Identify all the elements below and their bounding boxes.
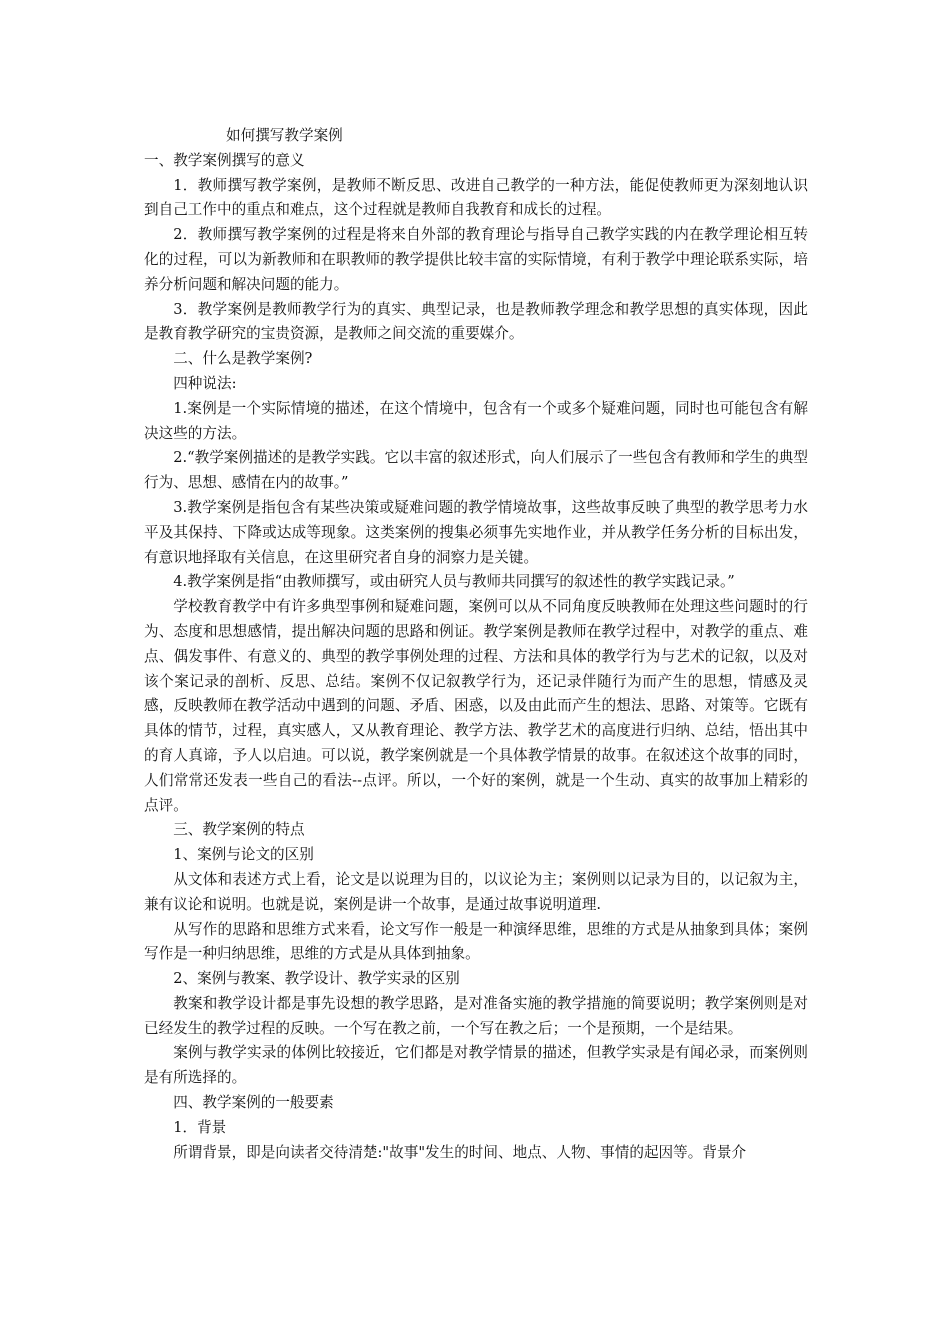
section-heading: 三、教学案例的特点 xyxy=(173,821,305,839)
subsection-heading: 1、案例与论文的区别 xyxy=(173,846,314,864)
paragraph: 所谓背景，即是向读者交待清楚:"故事"发生的时间、地点、人物、事情的起因等。背景介 xyxy=(173,1143,747,1161)
section-heading: 一、教学案例撰写的意义 xyxy=(144,151,305,169)
paragraph: 从写作的思路和思维方式来看，论文写作一般是一种演绎思维，思维的方式是从抽象到具体；案例写作是一种归纳思维，思维的方式是从具体到抽象。 xyxy=(144,920,808,963)
subsection-heading: 1．背景 xyxy=(173,1118,227,1136)
document-title: 如何撰写教学案例 xyxy=(226,127,343,144)
paragraph: 四种说法: xyxy=(173,374,237,392)
document-page xyxy=(144,124,808,1165)
paragraph: 学校教育教学中有许多典型事例和疑难问题，案例可以从不同角度反映教师在处理这些问题时的行为、态度和思想感情，提出解决问题的思路和例证。教学案例是教师在教学过程中，对教学的重点、难点、偶发事件、有意义的、典型的教学事例处理的过程、方法和具体的教学行为与艺术的记叙，以及对该个案记录的剖析、反思、总结。案例不仅记叙教学行为，还记录伴随行为而产生的思想，情感及灵感，反映教师在教学活动中遇到的问题、矛盾、困惑，以及由此而产生的想法、思路、对策等。它既有具体的情节，过程，真实感人，又从教育理论、教学方法、教学艺术的高度进行归纳、总结，悟出其中的育人真谛，予人以启迪。可以说，教学案例就是一个具体教学情景的故事。在叙述这个故事的同时，人们常常还发表一些自己的看法--点评。所以，一个好的案例，就是一个生动、真实的故事加上精彩的点评。 xyxy=(144,598,808,814)
paragraph: 3．教学案例是教师教学行为的真实、典型记录，也是教师教学理念和教学思想的真实体现，因此是教育教学研究的宝贵资源，是教师之间交流的重要媒介。 xyxy=(144,300,808,343)
paragraph: 4.教学案例是指“由教师撰写，或由研究人员与教师共同撰写的叙述性的教学实践记录。” xyxy=(173,573,735,591)
paragraph: 从文体和表述方式上看，论文是以说理为目的，以议论为主；案例则以记录为目的，以记叙为主，兼有议论和说明。也就是说，案例是讲一个故事，是通过故事说明道理. xyxy=(144,870,808,913)
paragraph: 1.案例是一个实际情境的描述，在这个情境中，包含有一个或多个疑难问题，同时也可能包含有解决这些的方法。 xyxy=(144,399,808,442)
paragraph: 2.“教学案例描述的是教学实践。它以丰富的叙述形式，向人们展示了一些包含有教师和学生的典型行为、思想、感情在内的故事。” xyxy=(144,449,808,492)
section-heading: 二、什么是教学案例? xyxy=(173,350,313,368)
paragraph: 2．教师撰写教学案例的过程是将来自外部的教育理论与指导自己教学实践的内在教学理论相互转化的过程，可以为新教师和在职教师的教学提供比较丰富的实际情境，有利于教学中理论联系实际，培养分析问题和解决问题的能力。 xyxy=(144,226,808,293)
paragraph: 教案和教学设计都是事先设想的教学思路，是对准备实施的教学措施的简要说明；教学案例则是对已经发生的教学过程的反映。一个写在教之前，一个写在教之后；一个是预期，一个是结果。 xyxy=(144,994,808,1037)
paragraph: 3.教学案例是指包含有某些决策或疑难问题的教学情境故事，这些故事反映了典型的教学思考力水平及其保持、下降或达成等现象。这类案例的搜集必须事先实地作业，并从教学任务分析的目标出发，有意识地择取有关信息，在这里研究者自身的洞察力是关键。 xyxy=(144,498,808,566)
section-heading: 四、教学案例的一般要素 xyxy=(173,1094,334,1112)
subsection-heading: 2、案例与教案、教学设计、教学实录的区别 xyxy=(173,970,460,988)
paragraph: 1．教师撰写教学案例，是教师不断反思、改进自己教学的一种方法，能促使教师更为深刻地认识到自己工作中的重点和难点，这个过程就是教师自我教育和成长的过程。 xyxy=(144,176,808,219)
paragraph: 案例与教学实录的体例比较接近，它们都是对教学情景的描述，但教学实录是有闻必录，而案例则是有所选择的。 xyxy=(144,1044,808,1087)
